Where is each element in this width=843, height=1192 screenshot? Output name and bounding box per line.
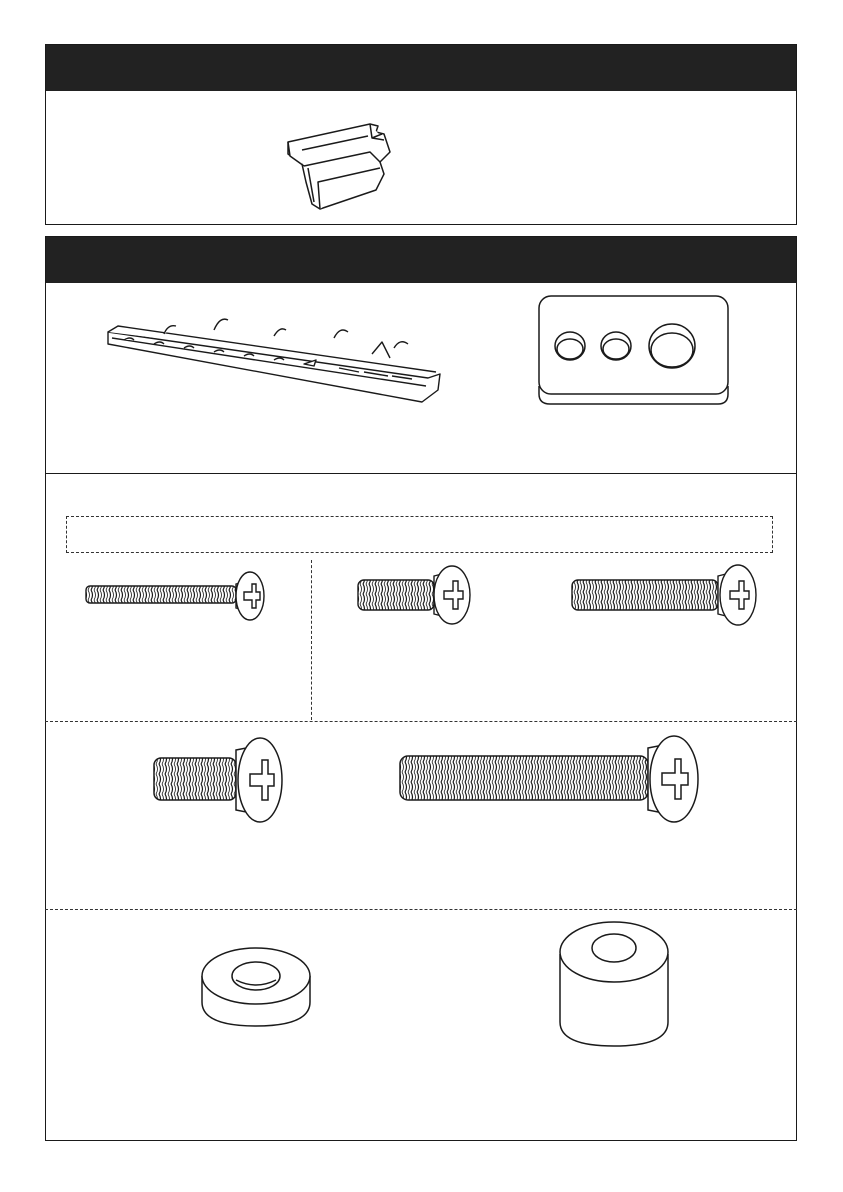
- screw-label-box: [66, 516, 773, 553]
- screw-row-divider: [45, 721, 797, 722]
- cable-clip-icon: [280, 112, 420, 212]
- spacer-tall-icon: [558, 918, 670, 1050]
- screw-large-long-icon: [398, 732, 704, 824]
- cable-clip-panel: [45, 44, 797, 225]
- hardware-header-bar: [46, 237, 796, 283]
- screw-thin-long-icon: [84, 570, 270, 622]
- spacer-short-icon: [200, 938, 312, 1030]
- wall-rail-icon: [104, 308, 444, 408]
- screw-column-divider: [311, 560, 312, 720]
- spacer-row-divider: [45, 909, 797, 910]
- cable-clip-header-bar: [46, 45, 796, 91]
- screw-medium-icon: [570, 562, 760, 628]
- screw-short-icon: [356, 564, 474, 626]
- screw-large-short-icon: [152, 734, 288, 824]
- spacer-plate-icon: [536, 294, 732, 408]
- hardware-divider-solid: [45, 473, 797, 474]
